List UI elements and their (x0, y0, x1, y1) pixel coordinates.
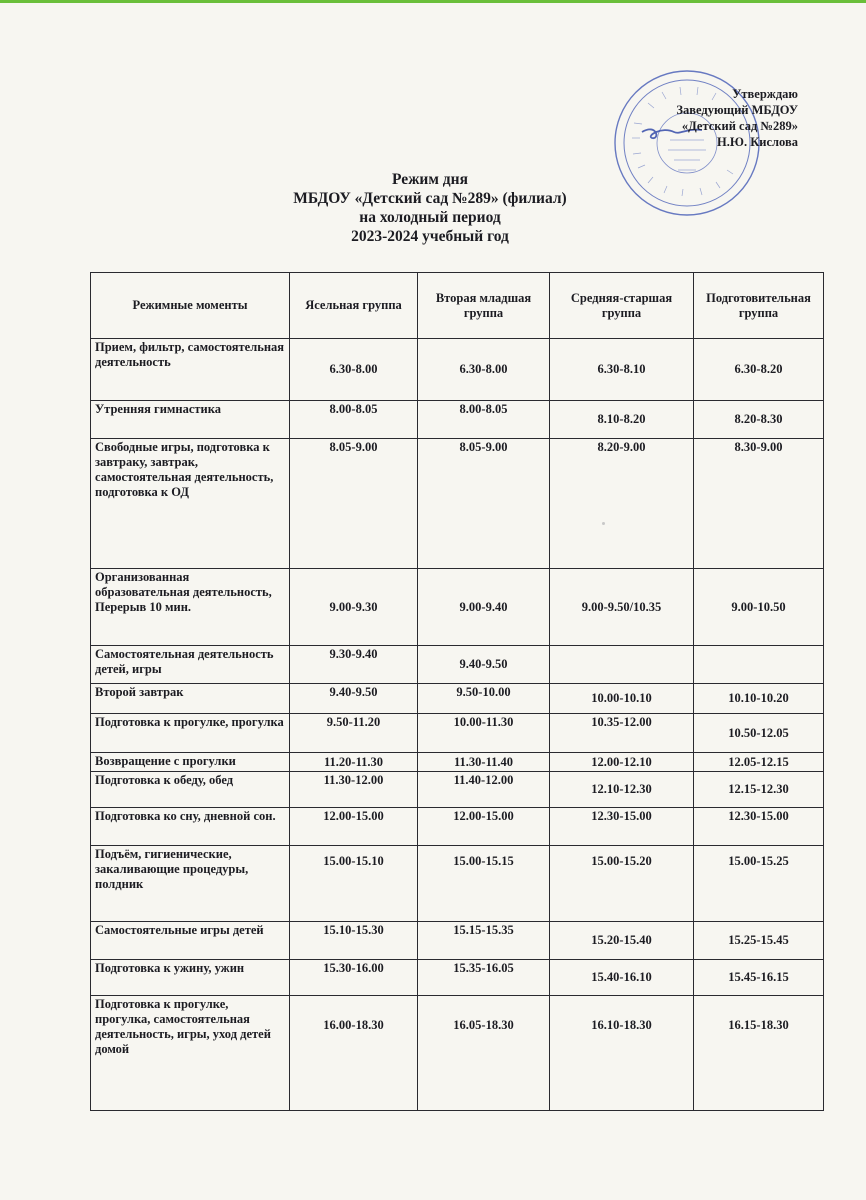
header-cell: Средняя-старшая группа (550, 273, 694, 339)
time-cell: 15.00-15.25 (694, 846, 824, 922)
time-cell: 9.00-10.50 (694, 569, 824, 646)
time-cell: 12.00-15.00 (290, 808, 418, 846)
top-edge-line (0, 0, 866, 3)
time-cell: 11.30-12.00 (290, 772, 418, 808)
activity-cell: Самостоятельная деятельность детей, игры (91, 646, 290, 684)
time-cell: 15.20-15.40 (550, 922, 694, 960)
time-cell: 9.50-10.00 (418, 684, 550, 714)
table-row (91, 569, 824, 646)
table-row (91, 714, 824, 753)
time-cell: 15.45-16.15 (694, 960, 824, 996)
activity-cell: Утренняя гимнастика (91, 401, 290, 439)
table-row (91, 339, 824, 401)
time-cell: 11.40-12.00 (418, 772, 550, 808)
approval-line: Утверждаю (732, 87, 798, 101)
time-cell: 8.10-8.20 (550, 401, 694, 439)
approval-line: Заведующий МБДОУ (676, 103, 798, 117)
table-row (91, 401, 824, 439)
activity-cell: Подготовка к ужину, ужин (91, 960, 290, 996)
activity-cell: Самостоятельные игры детей (91, 922, 290, 960)
table-row (91, 808, 824, 846)
approval-block (600, 86, 798, 150)
activity-cell: Прием, фильтр, самостоятельная деятельность (91, 339, 290, 401)
time-cell: 8.05-9.00 (290, 439, 418, 569)
header-cell: Режимные моменты (91, 273, 290, 339)
time-cell: 15.25-15.45 (694, 922, 824, 960)
time-cell: 9.00-9.40 (418, 569, 550, 646)
table-row (91, 846, 824, 922)
time-cell: 9.00-9.30 (290, 569, 418, 646)
table-row (91, 922, 824, 960)
activity-cell: Организованная образовательная деятельность, Перерыв 10 мин. (91, 569, 290, 646)
time-cell: 9.40-9.50 (290, 684, 418, 714)
table-row (91, 646, 824, 684)
time-cell (550, 646, 694, 684)
time-cell: 12.00-12.10 (550, 753, 694, 772)
title-line: 2023-2024 учебный год (351, 228, 509, 245)
time-cell: 10.50-12.05 (694, 714, 824, 753)
activity-cell: Подготовка к обеду, обед (91, 772, 290, 808)
time-cell: 15.30-16.00 (290, 960, 418, 996)
time-cell: 11.30-11.40 (418, 753, 550, 772)
time-cell: 12.30-15.00 (550, 808, 694, 846)
time-cell: 12.30-15.00 (694, 808, 824, 846)
time-cell: 16.10-18.30 (550, 996, 694, 1111)
time-cell: 10.35-12.00 (550, 714, 694, 753)
time-cell: 10.00-10.10 (550, 684, 694, 714)
document-title (230, 170, 630, 246)
time-cell: 16.05-18.30 (418, 996, 550, 1111)
title-line: на холодный период (359, 209, 501, 226)
header-cell: Подготовительная группа (694, 273, 824, 339)
time-cell: 10.10-10.20 (694, 684, 824, 714)
time-cell: 12.05-12.15 (694, 753, 824, 772)
time-cell: 15.00-15.10 (290, 846, 418, 922)
time-cell: 12.00-15.00 (418, 808, 550, 846)
time-cell: 10.00-11.30 (418, 714, 550, 753)
time-cell: 8.00-8.05 (418, 401, 550, 439)
header-cell: Ясельная группа (290, 273, 418, 339)
approval-line: «Детский сад №289» (681, 119, 798, 133)
approval-line: Н.Ю. Кислова (717, 135, 798, 149)
activity-cell: Подготовка к прогулке, прогулка, самостоятельная деятельность, игры, уход детей домой (91, 996, 290, 1111)
time-cell: 16.15-18.30 (694, 996, 824, 1111)
time-cell: 15.00-15.20 (550, 846, 694, 922)
activity-cell: Подготовка к прогулке, прогулка (91, 714, 290, 753)
activity-cell: Подготовка ко сну, дневной сон. (91, 808, 290, 846)
time-cell: 11.20-11.30 (290, 753, 418, 772)
table-row (91, 684, 824, 714)
table-row (91, 996, 824, 1111)
table-row (91, 772, 824, 808)
time-cell: 15.15-15.35 (418, 922, 550, 960)
activity-cell: Свободные игры, подготовка к завтраку, завтрак, самостоятельная деятельность, подготовка к ОД (91, 439, 290, 569)
header-row (91, 273, 824, 339)
time-cell: 9.40-9.50 (418, 646, 550, 684)
time-cell: 15.35-16.05 (418, 960, 550, 996)
time-cell: 15.00-15.15 (418, 846, 550, 922)
table-row (91, 960, 824, 996)
paper-speck (602, 522, 605, 525)
time-cell: 8.20-9.00 (550, 439, 694, 569)
time-cell: 8.20-8.30 (694, 401, 824, 439)
time-cell: 6.30-8.10 (550, 339, 694, 401)
table-row (91, 439, 824, 569)
time-cell: 6.30-8.00 (418, 339, 550, 401)
time-cell: 9.00-9.50/10.35 (550, 569, 694, 646)
time-cell: 6.30-8.20 (694, 339, 824, 401)
activity-cell: Второй завтрак (91, 684, 290, 714)
activity-cell: Подъём, гигиенические, закаливающие процедуры, полдник (91, 846, 290, 922)
time-cell: 8.00-8.05 (290, 401, 418, 439)
title-line: Режим дня (392, 171, 468, 188)
time-cell: 12.15-12.30 (694, 772, 824, 808)
time-cell: 16.00-18.30 (290, 996, 418, 1111)
time-cell: 9.50-11.20 (290, 714, 418, 753)
activity-cell: Возвращение с прогулки (91, 753, 290, 772)
schedule-table (90, 272, 824, 1111)
time-cell: 8.05-9.00 (418, 439, 550, 569)
time-cell (694, 646, 824, 684)
header-cell: Вторая младшая группа (418, 273, 550, 339)
time-cell: 8.30-9.00 (694, 439, 824, 569)
table-row (91, 753, 824, 772)
time-cell: 15.40-16.10 (550, 960, 694, 996)
time-cell: 9.30-9.40 (290, 646, 418, 684)
time-cell: 12.10-12.30 (550, 772, 694, 808)
title-line: МБДОУ «Детский сад №289» (филиал) (293, 190, 567, 207)
time-cell: 15.10-15.30 (290, 922, 418, 960)
time-cell: 6.30-8.00 (290, 339, 418, 401)
